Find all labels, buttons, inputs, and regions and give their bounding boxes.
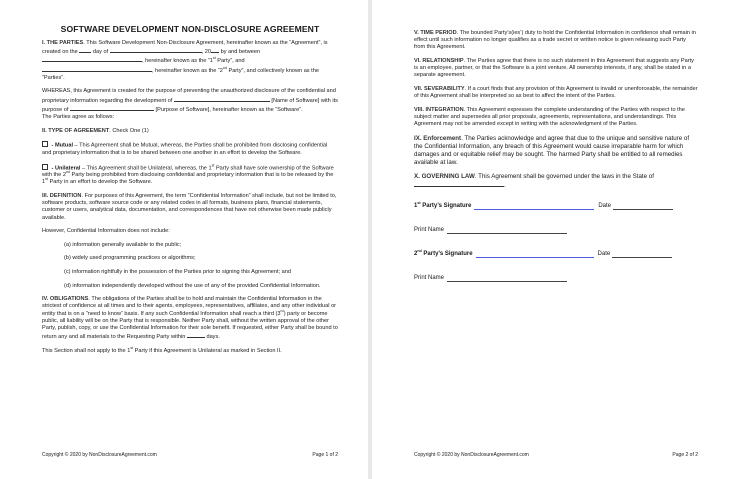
section-heading: I. THE PARTIES <box>42 40 84 46</box>
section-governing-law: X. GOVERNING LAW. This Agreement shall be governed under the laws in the State of . <box>414 173 654 190</box>
section-parties: I. THE PARTIES. This Software Development Non-Disclosure Agreement, hereinafter known as the “Agreement”, is created on the day of , 20 by and between , hereinafter known as the “1st Party”, and , hereinafter known as the “2nd Party”, and collectively known as the “Parties”. <box>42 40 328 81</box>
section-time-period: V. TIME PERIOD. The bounded Party’s(ies’) duty to hold the Confidential Information in confidence shall remain in effect until such information no longer qualifies as a trade secret or written notice is given releasing such Party from this Agreement. <box>414 30 696 51</box>
year-blank[interactable] <box>211 47 219 53</box>
signature-block <box>414 202 698 282</box>
print-name-label: Print Name <box>414 275 445 282</box>
first-party-signature-field[interactable] <box>474 202 594 210</box>
unilateral-option: - Unilateral – This Agreement shall be Unilateral, whereas, the 1st Party shall have sole ownership of the Software with the 2nd Party being prohibited from disclosing confidential and proprietary information that is to be released by the 1st Party in an effort to develop the Software. <box>42 163 334 186</box>
section-severability: VII. SEVERABILITY. If a court finds that any provision of this Agreement is invalid or unenforceable, the remainder of this Agreement shall be interpreted so as best to affect the intent of the Parties. <box>414 86 698 100</box>
exclusions-intro: However, Confidential Information does not include: <box>42 228 170 235</box>
section-relationship: VI. RELATIONSHIP. The Parties agree that there is no such statement in this Agreement that suggests any Party is an employee, partner, or that the Software is a joint venture. All ownership interests, if any, shall be stated in a separate agreement. <box>414 58 694 79</box>
whereas-clause: WHEREAS, this Agreement is created for the purpose of preventing the unauthorized disclosure of the confidential and proprietary information regarding the development of [Name of Software] with its purpose of [Purpose of Software], hereinafter known as the “Software”. The Parties agree as follows: <box>42 88 338 121</box>
first-party-signature-label: 1st Party’s Signature <box>414 201 472 210</box>
print-name-label: Print Name <box>414 227 445 234</box>
exclusion-item-c: (c) information rightfully in the possession of the Parties prior to signing this Agreement; and <box>64 268 291 275</box>
first-party-print-name-row <box>414 226 698 234</box>
second-party-signature-label: 2nd Party’s Signature <box>414 249 473 258</box>
second-party-signature-field[interactable] <box>476 250 594 258</box>
second-party-print-name-field[interactable] <box>447 274 567 282</box>
second-party-signature-row <box>414 250 698 258</box>
copyright-text: Copyright © 2020 by NonDisclosureAgreement.com <box>42 452 157 458</box>
first-party-print-name-field[interactable] <box>447 226 567 234</box>
section-definition: III. DEFINITION. For purposes of this Agreement, the term “Confidential Information” shall include, but not be limited to, software products, software source code or any related codes in all formats, business plans, financial statements, customer or users, analytical data, documentation, and correspondences that have not otherwise been made publicly available. <box>42 193 337 221</box>
second-party-date-field[interactable] <box>612 250 672 258</box>
state-blank[interactable] <box>414 181 504 187</box>
first-party-signature-row <box>414 202 698 210</box>
document-page-1 <box>0 0 368 479</box>
page-footer <box>414 452 698 458</box>
first-party-name-blank[interactable] <box>42 56 142 62</box>
month-blank[interactable] <box>110 47 202 53</box>
page-footer <box>42 452 338 458</box>
day-blank[interactable] <box>79 47 91 53</box>
section-obligations: IV. OBLIGATIONS. The obligations of the Parties shall be to hold and maintain the Confidential Information in the strictest of confidence at all times and to their agents, employees, representatives, affiliates, and any other individual or entity that is on a “need to know” basis. If any such Confidential Information shall reach a third (3rd) party or become public, all liability will be on the Party that is responsible. Neither Party shall, without the written approval of the other Party, publish, copy, or use the Confidential Information for their sole benefit. If requested, either Party shall be bound to return any and all materials to the Requesting Party within days. <box>42 296 338 341</box>
mutual-checkbox[interactable] <box>42 141 48 147</box>
mutual-option: - Mutual – This Agreement shall be Mutual, whereas, the Parties shall be prohibited from disclosing confidential and proprietary information that is to be shared between one another in an effort to develop the Software. <box>42 142 328 156</box>
return-days-blank[interactable] <box>187 332 205 338</box>
document-title: SOFTWARE DEVELOPMENT NON-DISCLOSURE AGREEMENT <box>60 24 320 34</box>
unilateral-checkbox[interactable] <box>42 164 48 170</box>
copyright-text: Copyright © 2020 by NonDisclosureAgreement.com <box>414 452 529 458</box>
obligations-note: This Section shall not apply to the 1st Party if this Agreement is Unilateral as marked in Section II. <box>42 345 282 354</box>
date-label: Date <box>597 251 611 258</box>
second-party-print-name-row <box>414 274 698 282</box>
software-name-blank[interactable] <box>174 96 270 102</box>
exclusion-item-d: (d) information independently developed without the use of any of the provided Confidential Information. <box>64 282 321 289</box>
exclusion-item-a: (a) information generally available to the public; <box>64 241 182 248</box>
page-number: Page 2 of 2 <box>672 452 698 458</box>
section-type-of-agreement: II. TYPE OF AGREEMENT. Check One (1) <box>42 127 149 134</box>
section-integration: VIII. INTEGRATION. This Agreement expresses the complete understanding of the Parties with respect to the subject matter and supersedes all prior proposals, agreements, representations, and understandings. This Agreement may not be amended except in writing with the acknowledgment of the Parties. <box>414 106 685 128</box>
exclusion-item-b: (b) widely used programming practices or algorithms; <box>64 255 196 262</box>
first-party-date-field[interactable] <box>613 202 673 210</box>
second-party-name-blank[interactable] <box>42 66 152 72</box>
date-label: Date <box>598 203 612 210</box>
document-page-2 <box>372 0 740 479</box>
section-enforcement: IX. Enforcement. The Parties acknowledge and agree that due to the unique and sensitive nature of the Confidential Information, any breach of this Agreement would cause irreparable harm for which damages and or equitable relief may be sought. The harmed Party shall be entitled to all remedies available at law. <box>414 134 690 166</box>
page-number: Page 1 of 2 <box>312 452 338 458</box>
software-purpose-blank[interactable] <box>70 105 154 111</box>
